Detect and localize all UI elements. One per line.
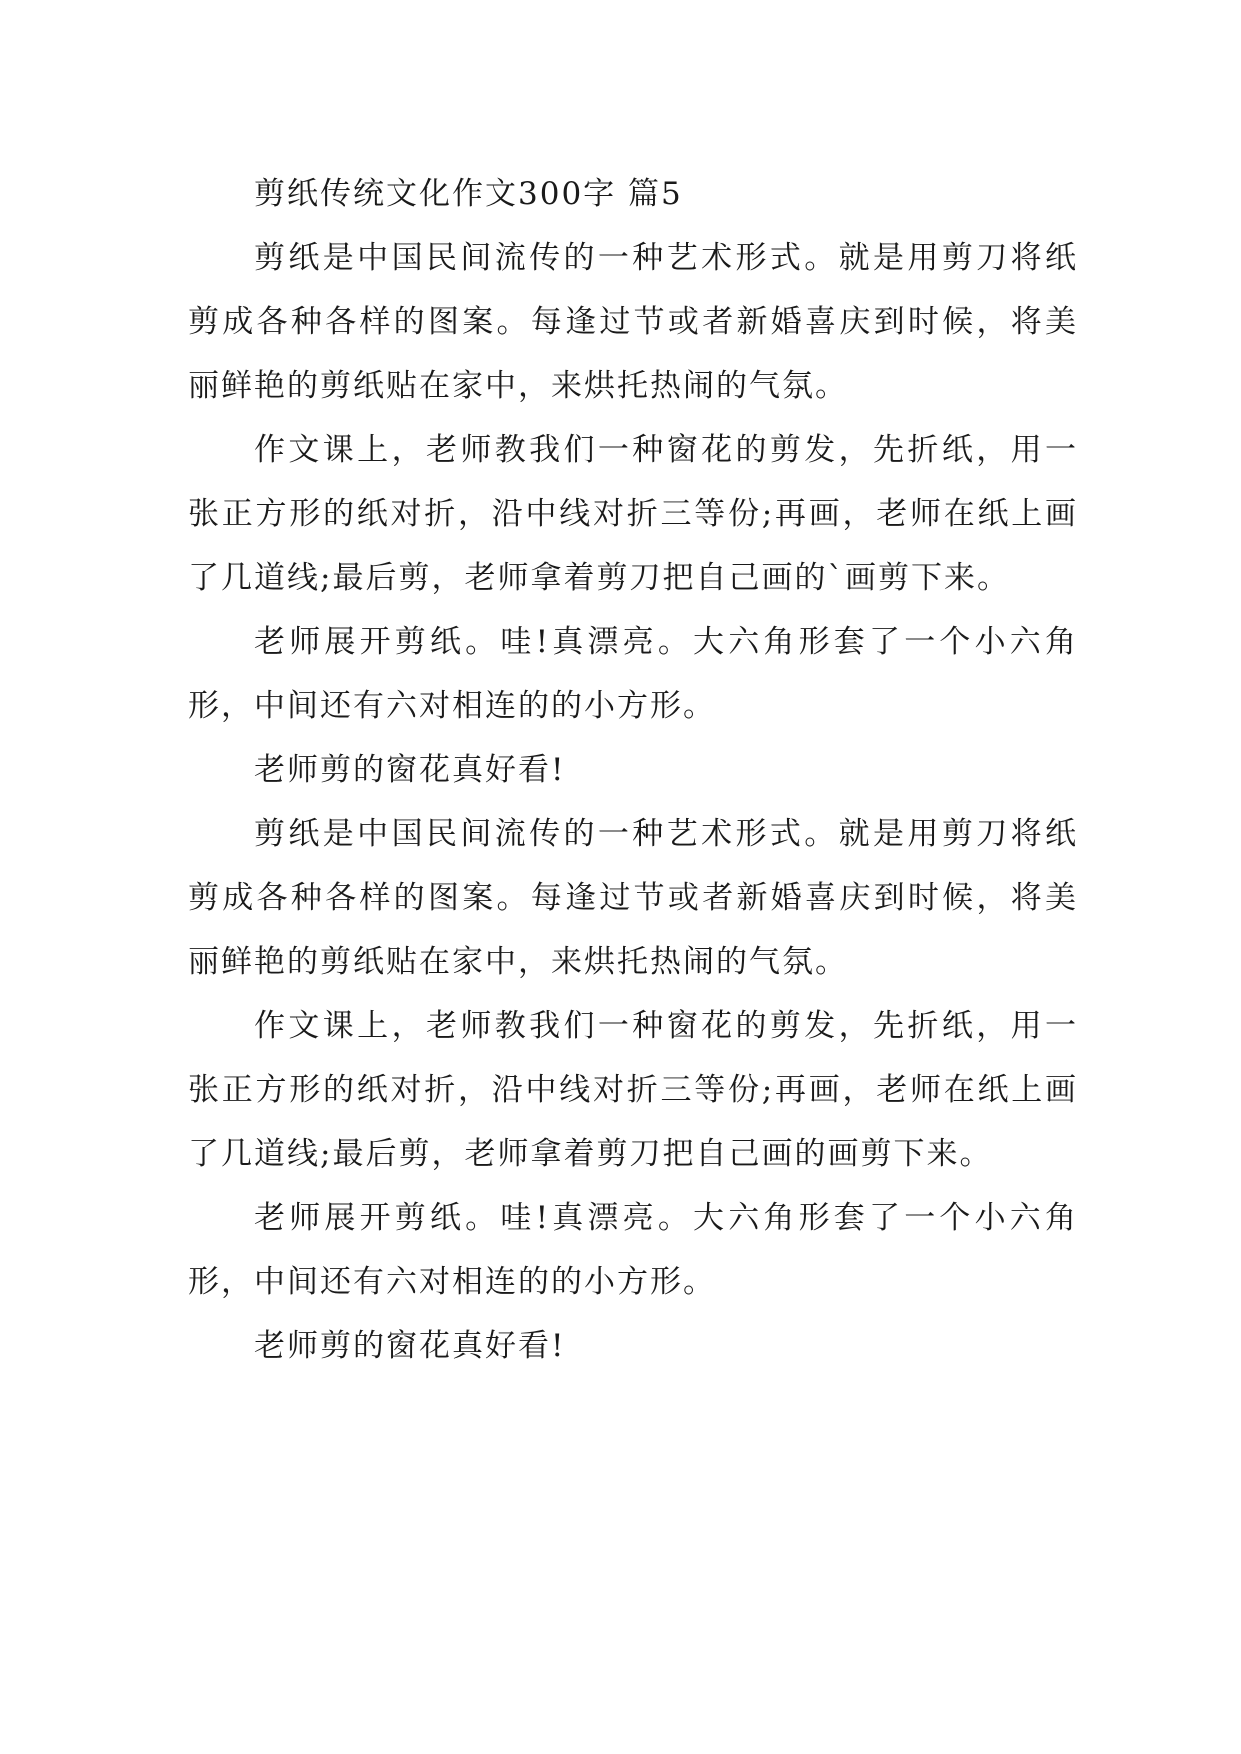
paragraph-5: 剪纸是中国民间流传的一种艺术形式。就是用剪刀将纸剪成各种各样的图案。每逢过节或者新婚喜庆到时候，将美丽鲜艳的剪纸贴在家中，来烘托热闹的气氛。 bbox=[188, 816, 1078, 980]
paragraph-1: 剪纸是中国民间流传的一种艺术形式。就是用剪刀将纸剪成各种各样的图案。每逢过节或者新婚喜庆到时候，将美丽鲜艳的剪纸贴在家中，来烘托热闹的气氛。 bbox=[188, 240, 1078, 404]
paragraph-6: 作文课上，老师教我们一种窗花的剪发，先折纸，用一张正方形的纸对折，沿中线对折三等份;再画，老师在纸上画了几道线;最后剪，老师拿着剪刀把自己画的画剪下来。 bbox=[188, 1008, 1078, 1172]
page-title: 剪纸传统文化作文300字 篇5 bbox=[254, 176, 683, 212]
document-body bbox=[188, 162, 1078, 1378]
paragraph-7: 老师展开剪纸。哇!真漂亮。大六角形套了一个小六角形，中间还有六对相连的的小方形。 bbox=[188, 1200, 1078, 1300]
paragraph-8: 老师剪的窗花真好看! bbox=[254, 1328, 566, 1364]
paragraph-2: 作文课上，老师教我们一种窗花的剪发，先折纸，用一张正方形的纸对折，沿中线对折三等份;再画，老师在纸上画了几道线;最后剪，老师拿着剪刀把自己画的`画剪下来。 bbox=[188, 432, 1078, 596]
paragraph-4: 老师剪的窗花真好看! bbox=[254, 752, 566, 788]
paragraph-3: 老师展开剪纸。哇!真漂亮。大六角形套了一个小六角形，中间还有六对相连的的小方形。 bbox=[188, 624, 1078, 724]
